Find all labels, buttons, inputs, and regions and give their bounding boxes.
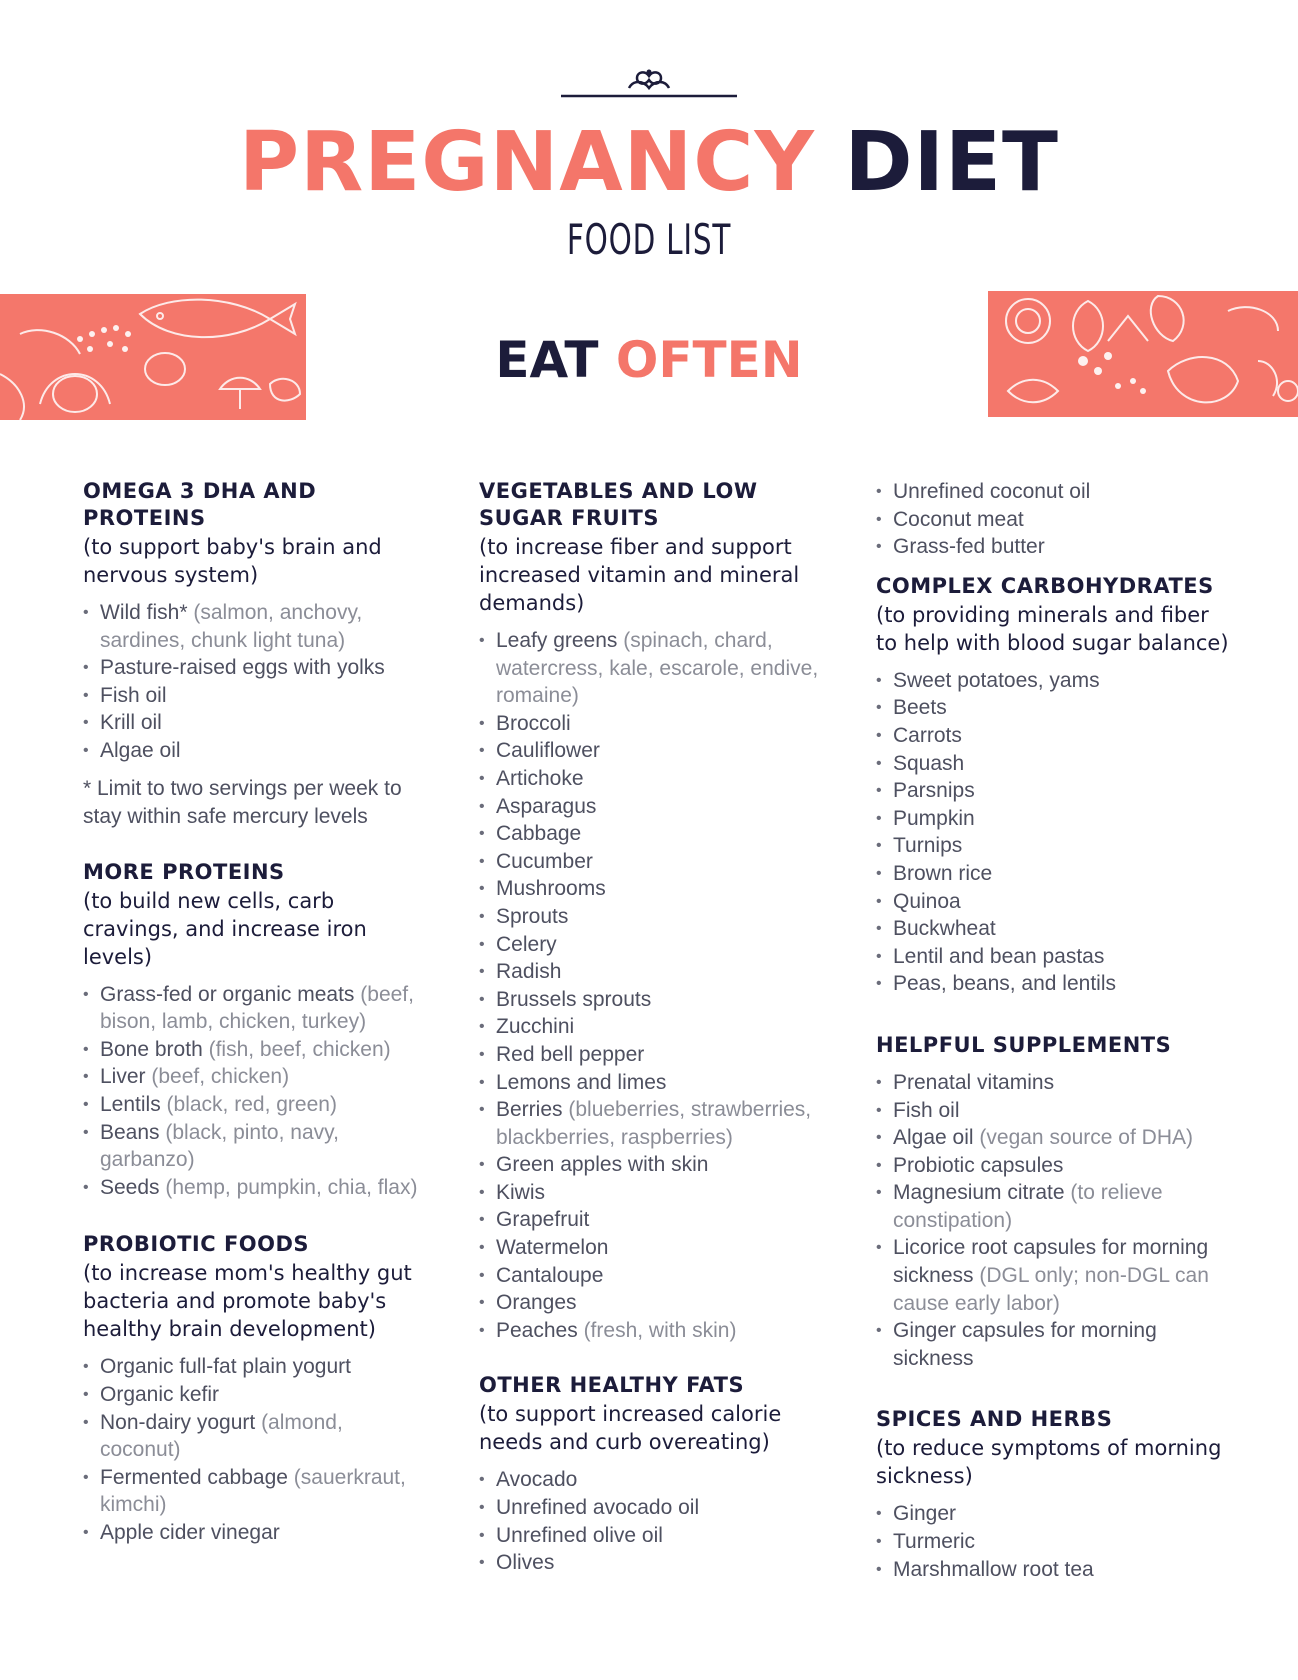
column-2 [479, 478, 829, 1607]
food-item [876, 1500, 1236, 1528]
food-item-name: Lentils [100, 1092, 161, 1116]
food-item-name: Algae oil [893, 1126, 974, 1150]
food-item [479, 793, 829, 821]
food-item-name: Turnips [893, 834, 963, 858]
food-item [479, 1206, 829, 1234]
food-item-name: Green apples with skin [496, 1153, 709, 1177]
food-item-name: Grapefruit [496, 1208, 590, 1232]
food-item-note: (hemp, pumpkin, chia, flax) [159, 1175, 418, 1199]
food-item-name: Magnesium citrate [893, 1181, 1065, 1205]
food-item [83, 1381, 428, 1409]
section-fats [479, 1372, 829, 1576]
food-item-name: Organic full-fat plain yogurt [100, 1355, 351, 1379]
food-item [83, 1519, 428, 1547]
food-item-name: Peaches [496, 1318, 578, 1342]
food-item [479, 1179, 829, 1207]
food-item-note: (spinach, chard, watercress, kale, escarole, endive, romaine) [496, 629, 819, 708]
food-item [83, 1409, 428, 1464]
section-description: (to build new cells, carb cravings, and increase iron levels) [83, 888, 367, 969]
section-spices [876, 1406, 1236, 1583]
food-item [876, 1097, 1236, 1125]
food-item [876, 1124, 1236, 1152]
food-item [83, 682, 428, 710]
food-item [876, 1317, 1236, 1372]
eat-word: EAT [495, 331, 599, 389]
food-item [83, 1353, 428, 1381]
food-item-name: Celery [496, 932, 557, 956]
food-item-note: (salmon, anchovy, sardines, chunk light tuna) [100, 601, 363, 652]
food-item [876, 805, 1236, 833]
food-item-name: Fish oil [893, 1098, 960, 1122]
food-item [876, 1556, 1236, 1584]
food-item-name: Avocado [496, 1468, 578, 1492]
page-title [0, 115, 1298, 210]
section-description: (to providing minerals and fiber to help with blood sugar balance) [876, 602, 1229, 655]
section-description: (to reduce symptoms of morning sickness) [876, 1436, 1222, 1489]
food-item-name: Lemons and limes [496, 1070, 667, 1094]
food-list [876, 1500, 1236, 1583]
food-item-name: Oranges [496, 1291, 577, 1315]
food-item [83, 737, 428, 765]
food-item [479, 875, 829, 903]
food-item [479, 1289, 829, 1317]
food-item-note: (black, red, green) [160, 1092, 337, 1116]
food-item [479, 1262, 829, 1290]
food-item-name: Seeds [100, 1175, 160, 1199]
food-item-note: (almond, coconut) [100, 1410, 343, 1462]
title-part-diet: DIET [844, 115, 1059, 210]
food-item-name: Pasture-raised eggs with yolks [100, 656, 385, 680]
food-item-name: Marshmallow root tea [893, 1557, 1094, 1581]
section-fats-continued [876, 478, 1236, 561]
food-item [876, 667, 1236, 695]
food-item-name: Krill oil [100, 711, 162, 735]
food-item [876, 888, 1236, 916]
food-item [479, 931, 829, 959]
food-item-name: Wild fish* [100, 601, 188, 624]
section-title: COMPLEX CARBOHYDRATES [876, 573, 1214, 598]
section-omega [83, 478, 428, 831]
food-item [479, 848, 829, 876]
section-title: HELPFUL SUPPLEMENTS [876, 1032, 1172, 1057]
food-item [479, 1317, 829, 1345]
food-item-name: Turmeric [893, 1530, 976, 1554]
food-item-note: (black, pinto, navy, garbanzo) [100, 1120, 339, 1172]
food-item [83, 1063, 428, 1091]
food-item-name: Zucchini [496, 1015, 575, 1039]
food-item [83, 599, 428, 654]
food-item-name: Ginger [893, 1502, 957, 1526]
food-item-name: Lentil and bean pastas [893, 944, 1105, 968]
food-item-name: Sprouts [496, 904, 569, 928]
food-item-name: Beets [893, 696, 947, 720]
food-item-name: Unrefined avocado oil [496, 1496, 700, 1520]
food-item [479, 627, 829, 710]
food-list [876, 478, 1236, 561]
food-item [479, 958, 829, 986]
food-item [479, 737, 829, 765]
column-1 [83, 478, 428, 1576]
food-item-name: Cucumber [496, 849, 593, 873]
food-item-note: (DGL only; non-DGL can cause early labor) [893, 1264, 1209, 1315]
food-item-name: Buckwheat [893, 917, 996, 941]
food-item-name: Ginger capsules for morning sickness [893, 1319, 1157, 1370]
food-item [876, 915, 1236, 943]
mercury-footnote: * Limit to two servings per week to stay within safe mercury levels [83, 776, 402, 828]
food-item-name: Probiotic capsules [893, 1153, 1064, 1177]
food-item [876, 1234, 1236, 1317]
eat-often-heading [0, 330, 1298, 390]
food-item [876, 722, 1236, 750]
food-item [479, 1494, 829, 1522]
food-item [83, 709, 428, 737]
food-item-note: (blueberries, strawberries, blackberries, raspberries) [496, 1098, 812, 1149]
food-item [479, 1013, 829, 1041]
food-item-name: Parsnips [893, 779, 975, 803]
food-list [83, 1353, 428, 1546]
food-item [479, 1069, 829, 1097]
food-item-name: Unrefined olive oil [496, 1523, 663, 1547]
food-item-name: Brussels sprouts [496, 987, 652, 1011]
food-item-name: Pumpkin [893, 806, 975, 830]
food-item-name: Red bell pepper [496, 1042, 645, 1066]
food-item-name: Carrots [893, 723, 962, 747]
food-item [479, 820, 829, 848]
food-item-name: Non-dairy yogurt [100, 1410, 256, 1434]
food-item-name: Coconut meat [893, 507, 1024, 531]
food-item-name: Licorice root capsules for morning sickness [893, 1236, 1209, 1288]
food-item-note: (to relieve constipation) [893, 1181, 1163, 1232]
food-item [876, 1179, 1236, 1234]
food-list [83, 599, 428, 765]
food-list [876, 667, 1236, 998]
food-item-name: Radish [496, 960, 562, 984]
food-item [83, 1119, 428, 1174]
section-title: PROBIOTIC FOODS [83, 1232, 310, 1257]
section-title: SPICES AND HERBS [876, 1407, 1113, 1432]
section-probiotic [83, 1231, 428, 1546]
food-item-name: Peas, beans, and lentils [893, 972, 1116, 996]
food-item [83, 1091, 428, 1119]
food-item [876, 970, 1236, 998]
page-subtitle: FOOD LIST [566, 215, 732, 264]
food-item-name: Cantaloupe [496, 1263, 604, 1287]
food-item-name: Kiwis [496, 1180, 546, 1204]
section-description: (to support increased calorie needs and curb overeating) [479, 1402, 782, 1455]
food-item [876, 506, 1236, 534]
food-item [876, 694, 1236, 722]
food-item-note: (sauerkraut, kimchi) [100, 1465, 406, 1517]
section-title: MORE PROTEINS [83, 859, 285, 884]
food-item-name: Liver [100, 1065, 146, 1089]
food-item-name: Unrefined coconut oil [893, 480, 1091, 503]
food-item [83, 1174, 428, 1202]
food-item-name: Mushrooms [496, 877, 606, 901]
food-list [876, 1069, 1236, 1373]
food-item-name: Cabbage [496, 822, 582, 846]
food-list [479, 627, 829, 1344]
food-item [83, 981, 428, 1036]
food-item-name: Fish oil [100, 683, 167, 707]
food-item [479, 1041, 829, 1069]
food-item-name: Apple cider vinegar [100, 1520, 280, 1544]
section-vegetables [479, 478, 829, 1344]
food-item-name: Grass-fed butter [893, 535, 1045, 559]
food-item-name: Artichoke [496, 766, 584, 790]
food-item [479, 903, 829, 931]
food-item-name: Algae oil [100, 738, 181, 762]
section-title: OMEGA 3 DHA AND PROTEINS [83, 479, 317, 530]
section-carbs [876, 573, 1236, 998]
food-item-name: Olives [496, 1551, 555, 1575]
section-title: VEGETABLES AND LOW SUGAR FRUITS [479, 479, 758, 530]
food-list [479, 1466, 829, 1576]
ornament-divider [559, 66, 739, 102]
food-item [479, 986, 829, 1014]
food-item-name: Grass-fed or organic meats [100, 982, 355, 1006]
food-item [479, 1549, 829, 1577]
often-word: OFTEN [615, 331, 803, 389]
food-item [876, 860, 1236, 888]
food-item-note: (beef, bison, lamb, chicken, turkey) [100, 982, 414, 1034]
food-item-note: (vegan source of DHA) [973, 1126, 1193, 1150]
food-item [876, 478, 1236, 506]
food-item-name: Organic kefir [100, 1382, 220, 1406]
food-item [876, 943, 1236, 971]
food-item-name: Brown rice [893, 861, 993, 885]
food-item [83, 1464, 428, 1519]
section-description: (to increase mom's healthy gut bacteria and promote baby's healthy brain development) [83, 1261, 412, 1342]
food-item-name: Quinoa [893, 889, 961, 913]
food-item-note: (fresh, with skin) [577, 1318, 737, 1342]
food-item-name: Beans [100, 1120, 160, 1144]
food-item [876, 533, 1236, 561]
title-part-pregnancy: PREGNANCY [239, 115, 815, 210]
section-description: (to support baby's brain and nervous system) [83, 535, 382, 587]
food-item [479, 1466, 829, 1494]
section-description: (to increase fiber and support increased vitamin and mineral demands) [479, 535, 800, 615]
food-item [83, 654, 428, 682]
food-item [479, 1151, 829, 1179]
food-item [479, 1522, 829, 1550]
food-item-name: Leafy greens [496, 629, 618, 652]
section-more-proteins [83, 859, 428, 1202]
food-item [83, 1036, 428, 1064]
food-item-note: (beef, chicken) [145, 1065, 290, 1089]
food-item [479, 710, 829, 738]
food-item [479, 1096, 829, 1151]
food-item-name: Fermented cabbage [100, 1465, 288, 1489]
column-3 [876, 478, 1236, 1613]
food-item [876, 777, 1236, 805]
food-item [479, 765, 829, 793]
food-item [876, 750, 1236, 778]
food-item-name: Watermelon [496, 1236, 609, 1260]
food-item-name: Berries [496, 1098, 563, 1122]
food-item-name: Prenatal vitamins [893, 1070, 1055, 1094]
food-item-name: Cauliflower [496, 739, 600, 763]
section-supplements [876, 1032, 1236, 1373]
food-item-note: (fish, beef, chicken) [202, 1037, 391, 1061]
food-item [876, 832, 1236, 860]
food-item-name: Asparagus [496, 794, 597, 818]
food-item-name: Sweet potatoes, yams [893, 668, 1100, 692]
food-item [479, 1234, 829, 1262]
food-item-name: Bone broth [100, 1037, 203, 1061]
food-item [876, 1152, 1236, 1180]
food-item [876, 1528, 1236, 1556]
food-item-name: Squash [893, 751, 965, 775]
food-item-name: Broccoli [496, 711, 571, 735]
section-title: OTHER HEALTHY FATS [479, 1373, 745, 1398]
food-item [876, 1069, 1236, 1097]
food-list [83, 981, 428, 1202]
